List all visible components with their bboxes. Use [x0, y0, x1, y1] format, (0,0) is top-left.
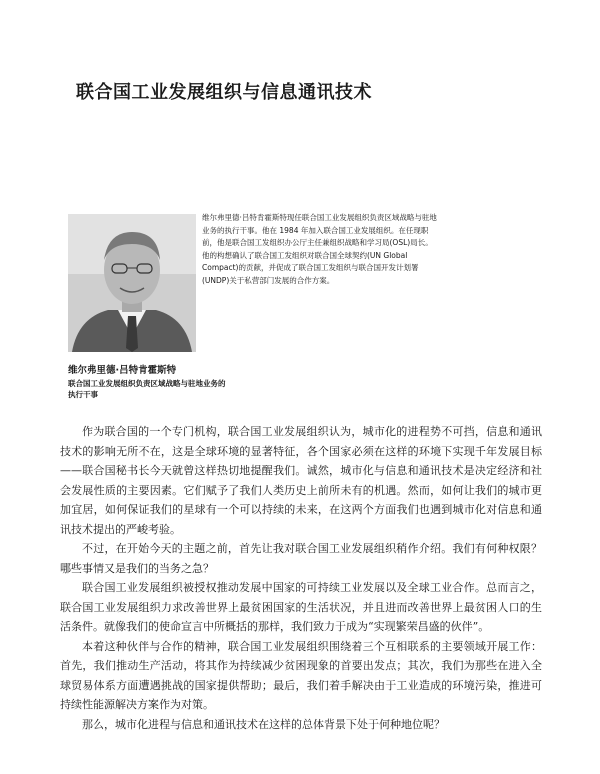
- body-paragraph: 那么，城市化进程与信息和通讯技术在这样的总体背景下处于何种地位呢？: [82, 717, 445, 731]
- body-paragraph: 不过，在开始今天的主题之前，首先让我对联合国工业发展组织稍作介绍。我们有何种权限？哪些事情又是我们的当务之急？: [60, 542, 542, 575]
- portrait-bio: 维尔弗里德·吕特肯霍斯特现任联合国工业发展组织负责区域战略与驻地业务的执行干事。他在 1984 年加入联合国工业发展组织。在任现职前，他是联合国工发组织办公厅主任兼组织战略和学习局(OSL)局长。他的构想确认了联合国工发组织对联合国全球契约(UN Global Compact)的贡献，并促成了联合国工发组织与联合国开发计划署(UNDP)关于私营部门发展的合作方案。: [202, 213, 437, 285]
- article-body: [60, 422, 542, 734]
- body-paragraph: 本着这种伙伴与合作的精神，联合国工业发展组织围绕着三个互相联系的主要领域开展工作：首先，我们推动生产活动，将其作为持续减少贫困现象的首要出发点；其次，我们为那些在进入全球贸易体系方面遭遇挑战的国家提供帮助；最后，我们着手解决由于工业造成的环境污染，推进可持续性能源解决方案作为对策。: [60, 639, 542, 711]
- person-name: 维尔弗里德·吕特肯霍斯特: [68, 365, 177, 376]
- body-paragraph: 作为联合国的一个专门机构，联合国工业发展组织认为，城市化的进程势不可挡，信息和通讯技术的影响无所不在，这是全球环境的显著特征，各个国家必须在这样的环境下实现千年发展目标——联合国秘书长今天就曾这样热切地提醒我们。诚然，城市化与信息和通讯技术是决定经济和社会发展性质的主要因素。它们赋予了我们人类历史上前所未有的机遇。然而，如何让我们的城市更加宜居，如何保证我们的星球有一个可以持续的未来，在这两个方面我们也遇到城市化对信息和通讯技术提出的严峻考验。: [60, 425, 542, 536]
- portrait-photo: [68, 214, 196, 352]
- article-title: 联合国工业发展组织与信息通讯技术: [76, 82, 372, 103]
- body-paragraph: 联合国工业发展组织被授权推动发展中国家的可持续工业发展以及全球工业合作。总而言之，联合国工业发展组织力求改善世界上最贫困国家的生活状况，并且进而改善世界上最贫困人口的生活条件。就像我们的使命宣言中所概括的那样，我们致力于成为“实现繁荣昌盛的伙伴”。: [60, 581, 542, 633]
- portrait-image: [68, 214, 196, 352]
- person-role: 联合国工业发展组织负责区域战略与驻地业务的执行干事: [68, 379, 226, 399]
